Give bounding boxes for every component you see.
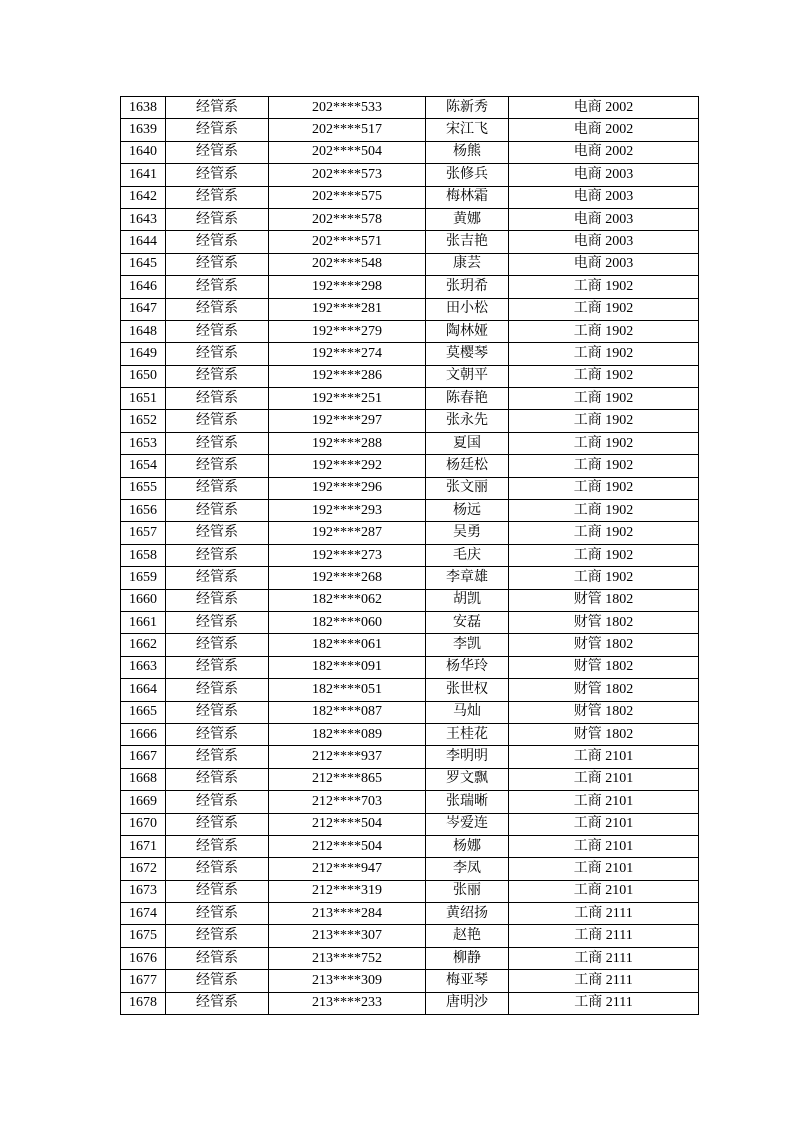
cell-index: 1647 xyxy=(121,298,166,320)
cell-student-id: 192****268 xyxy=(269,567,426,589)
table-row xyxy=(121,835,699,857)
cell-index: 1677 xyxy=(121,970,166,992)
cell-class: 工商 1902 xyxy=(509,567,699,589)
cell-name: 张瑞晰 xyxy=(426,791,509,813)
cell-index: 1639 xyxy=(121,119,166,141)
table-row xyxy=(121,880,699,902)
table-row xyxy=(121,500,699,522)
cell-student-id: 213****307 xyxy=(269,925,426,947)
cell-name: 莫樱琴 xyxy=(426,343,509,365)
table-row xyxy=(121,813,699,835)
cell-student-id: 192****296 xyxy=(269,477,426,499)
cell-student-id: 192****281 xyxy=(269,298,426,320)
cell-class: 财管 1802 xyxy=(509,656,699,678)
cell-department: 经管系 xyxy=(166,343,269,365)
cell-department: 经管系 xyxy=(166,768,269,790)
cell-index: 1662 xyxy=(121,634,166,656)
cell-student-id: 182****089 xyxy=(269,723,426,745)
cell-name: 张世权 xyxy=(426,679,509,701)
cell-department: 经管系 xyxy=(166,970,269,992)
cell-index: 1666 xyxy=(121,723,166,745)
cell-student-id: 182****060 xyxy=(269,611,426,633)
cell-student-id: 213****309 xyxy=(269,970,426,992)
cell-index: 1661 xyxy=(121,611,166,633)
cell-student-id: 212****703 xyxy=(269,791,426,813)
cell-class: 电商 2003 xyxy=(509,186,699,208)
cell-student-id: 202****533 xyxy=(269,97,426,119)
table-row xyxy=(121,947,699,969)
cell-index: 1667 xyxy=(121,746,166,768)
cell-class: 工商 1902 xyxy=(509,298,699,320)
cell-index: 1648 xyxy=(121,320,166,342)
cell-index: 1645 xyxy=(121,253,166,275)
cell-department: 经管系 xyxy=(166,276,269,298)
cell-department: 经管系 xyxy=(166,477,269,499)
cell-class: 工商 1902 xyxy=(509,432,699,454)
cell-name: 唐明沙 xyxy=(426,992,509,1014)
cell-class: 工商 2101 xyxy=(509,835,699,857)
cell-name: 李明明 xyxy=(426,746,509,768)
cell-class: 工商 2101 xyxy=(509,858,699,880)
cell-index: 1663 xyxy=(121,656,166,678)
cell-name: 李凯 xyxy=(426,634,509,656)
cell-name: 夏国 xyxy=(426,432,509,454)
cell-index: 1657 xyxy=(121,522,166,544)
cell-student-id: 212****319 xyxy=(269,880,426,902)
table-row xyxy=(121,231,699,253)
cell-student-id: 182****062 xyxy=(269,589,426,611)
table-row xyxy=(121,119,699,141)
table-row xyxy=(121,567,699,589)
cell-name: 陶林娅 xyxy=(426,320,509,342)
table-row xyxy=(121,298,699,320)
cell-name: 毛庆 xyxy=(426,544,509,566)
table-row xyxy=(121,746,699,768)
cell-index: 1669 xyxy=(121,791,166,813)
cell-class: 财管 1802 xyxy=(509,611,699,633)
cell-class: 工商 2101 xyxy=(509,813,699,835)
cell-department: 经管系 xyxy=(166,141,269,163)
cell-index: 1668 xyxy=(121,768,166,790)
cell-student-id: 202****573 xyxy=(269,164,426,186)
table-row xyxy=(121,925,699,947)
cell-department: 经管系 xyxy=(166,365,269,387)
cell-class: 财管 1802 xyxy=(509,723,699,745)
cell-department: 经管系 xyxy=(166,813,269,835)
cell-student-id: 192****293 xyxy=(269,500,426,522)
cell-student-id: 212****865 xyxy=(269,768,426,790)
cell-index: 1651 xyxy=(121,388,166,410)
cell-name: 杨华玲 xyxy=(426,656,509,678)
table-row xyxy=(121,141,699,163)
cell-class: 工商 1902 xyxy=(509,544,699,566)
cell-department: 经管系 xyxy=(166,186,269,208)
cell-department: 经管系 xyxy=(166,611,269,633)
cell-index: 1642 xyxy=(121,186,166,208)
cell-department: 经管系 xyxy=(166,455,269,477)
cell-department: 经管系 xyxy=(166,253,269,275)
cell-name: 杨熊 xyxy=(426,141,509,163)
cell-department: 经管系 xyxy=(166,522,269,544)
cell-class: 工商 1902 xyxy=(509,365,699,387)
cell-department: 经管系 xyxy=(166,208,269,230)
cell-student-id: 202****517 xyxy=(269,119,426,141)
cell-department: 经管系 xyxy=(166,388,269,410)
table-row xyxy=(121,388,699,410)
cell-department: 经管系 xyxy=(166,701,269,723)
cell-department: 经管系 xyxy=(166,320,269,342)
cell-index: 1641 xyxy=(121,164,166,186)
cell-department: 经管系 xyxy=(166,679,269,701)
cell-name: 马灿 xyxy=(426,701,509,723)
cell-department: 经管系 xyxy=(166,589,269,611)
cell-name: 张文丽 xyxy=(426,477,509,499)
cell-department: 经管系 xyxy=(166,432,269,454)
cell-department: 经管系 xyxy=(166,298,269,320)
cell-name: 王桂花 xyxy=(426,723,509,745)
cell-name: 文朝平 xyxy=(426,365,509,387)
cell-department: 经管系 xyxy=(166,746,269,768)
cell-department: 经管系 xyxy=(166,880,269,902)
cell-student-id: 182****061 xyxy=(269,634,426,656)
cell-name: 岑爱连 xyxy=(426,813,509,835)
cell-index: 1676 xyxy=(121,947,166,969)
cell-student-id: 192****288 xyxy=(269,432,426,454)
cell-student-id: 212****947 xyxy=(269,858,426,880)
cell-department: 经管系 xyxy=(166,410,269,432)
cell-student-id: 212****937 xyxy=(269,746,426,768)
cell-class: 工商 2101 xyxy=(509,791,699,813)
cell-index: 1671 xyxy=(121,835,166,857)
cell-department: 经管系 xyxy=(166,544,269,566)
cell-department: 经管系 xyxy=(166,97,269,119)
table-row xyxy=(121,276,699,298)
cell-name: 杨娜 xyxy=(426,835,509,857)
cell-index: 1658 xyxy=(121,544,166,566)
cell-index: 1665 xyxy=(121,701,166,723)
cell-student-id: 192****292 xyxy=(269,455,426,477)
table-row xyxy=(121,544,699,566)
table-row xyxy=(121,858,699,880)
cell-student-id: 192****273 xyxy=(269,544,426,566)
cell-class: 电商 2002 xyxy=(509,141,699,163)
table-row xyxy=(121,164,699,186)
cell-class: 财管 1802 xyxy=(509,701,699,723)
cell-name: 张永先 xyxy=(426,410,509,432)
cell-student-id: 202****571 xyxy=(269,231,426,253)
cell-index: 1643 xyxy=(121,208,166,230)
cell-name: 黄绍扬 xyxy=(426,903,509,925)
cell-name: 陈新秀 xyxy=(426,97,509,119)
cell-class: 工商 1902 xyxy=(509,410,699,432)
cell-index: 1655 xyxy=(121,477,166,499)
table-row xyxy=(121,656,699,678)
cell-student-id: 202****575 xyxy=(269,186,426,208)
cell-name: 李凤 xyxy=(426,858,509,880)
cell-name: 罗文飘 xyxy=(426,768,509,790)
table-row xyxy=(121,208,699,230)
cell-name: 梅林霜 xyxy=(426,186,509,208)
cell-index: 1644 xyxy=(121,231,166,253)
cell-class: 工商 1902 xyxy=(509,522,699,544)
cell-index: 1664 xyxy=(121,679,166,701)
cell-index: 1654 xyxy=(121,455,166,477)
table-row xyxy=(121,522,699,544)
cell-index: 1638 xyxy=(121,97,166,119)
cell-class: 工商 1902 xyxy=(509,477,699,499)
cell-student-id: 202****578 xyxy=(269,208,426,230)
table-row xyxy=(121,903,699,925)
cell-department: 经管系 xyxy=(166,947,269,969)
cell-index: 1656 xyxy=(121,500,166,522)
cell-class: 工商 2101 xyxy=(509,880,699,902)
cell-index: 1678 xyxy=(121,992,166,1014)
cell-department: 经管系 xyxy=(166,634,269,656)
table-row xyxy=(121,343,699,365)
table-row xyxy=(121,791,699,813)
cell-index: 1670 xyxy=(121,813,166,835)
cell-index: 1672 xyxy=(121,858,166,880)
cell-class: 工商 2111 xyxy=(509,970,699,992)
cell-name: 陈春艳 xyxy=(426,388,509,410)
cell-index: 1673 xyxy=(121,880,166,902)
cell-class: 工商 1902 xyxy=(509,388,699,410)
cell-index: 1653 xyxy=(121,432,166,454)
cell-department: 经管系 xyxy=(166,858,269,880)
table-row xyxy=(121,768,699,790)
cell-student-id: 213****752 xyxy=(269,947,426,969)
cell-student-id: 182****087 xyxy=(269,701,426,723)
cell-name: 张丽 xyxy=(426,880,509,902)
cell-class: 财管 1802 xyxy=(509,589,699,611)
cell-name: 康芸 xyxy=(426,253,509,275)
cell-class: 财管 1802 xyxy=(509,679,699,701)
cell-index: 1650 xyxy=(121,365,166,387)
cell-student-id: 182****051 xyxy=(269,679,426,701)
cell-class: 工商 1902 xyxy=(509,500,699,522)
cell-class: 工商 1902 xyxy=(509,455,699,477)
table-row xyxy=(121,320,699,342)
table-row xyxy=(121,455,699,477)
cell-name: 杨远 xyxy=(426,500,509,522)
cell-student-id: 192****287 xyxy=(269,522,426,544)
cell-class: 电商 2003 xyxy=(509,164,699,186)
cell-name: 杨廷松 xyxy=(426,455,509,477)
table-row xyxy=(121,992,699,1014)
cell-student-id: 212****504 xyxy=(269,813,426,835)
cell-student-id: 192****298 xyxy=(269,276,426,298)
cell-class: 工商 2101 xyxy=(509,746,699,768)
cell-class: 工商 2111 xyxy=(509,903,699,925)
cell-class: 工商 2111 xyxy=(509,992,699,1014)
cell-class: 工商 1902 xyxy=(509,320,699,342)
cell-index: 1660 xyxy=(121,589,166,611)
table-row xyxy=(121,410,699,432)
cell-student-id: 213****284 xyxy=(269,903,426,925)
cell-name: 宋江飞 xyxy=(426,119,509,141)
cell-index: 1674 xyxy=(121,903,166,925)
cell-student-id: 192****274 xyxy=(269,343,426,365)
cell-class: 电商 2003 xyxy=(509,253,699,275)
cell-class: 电商 2003 xyxy=(509,231,699,253)
cell-name: 张吉艳 xyxy=(426,231,509,253)
table-body xyxy=(121,97,699,1015)
table-row xyxy=(121,365,699,387)
table-row xyxy=(121,97,699,119)
cell-student-id: 192****279 xyxy=(269,320,426,342)
cell-student-id: 192****251 xyxy=(269,388,426,410)
cell-name: 胡凯 xyxy=(426,589,509,611)
cell-name: 吴勇 xyxy=(426,522,509,544)
table-row xyxy=(121,679,699,701)
cell-name: 田小松 xyxy=(426,298,509,320)
cell-name: 李章雄 xyxy=(426,567,509,589)
cell-index: 1659 xyxy=(121,567,166,589)
cell-class: 工商 1902 xyxy=(509,343,699,365)
cell-class: 工商 2111 xyxy=(509,925,699,947)
cell-department: 经管系 xyxy=(166,925,269,947)
cell-class: 电商 2002 xyxy=(509,97,699,119)
cell-index: 1646 xyxy=(121,276,166,298)
table-row xyxy=(121,701,699,723)
cell-student-id: 202****548 xyxy=(269,253,426,275)
cell-name: 黄娜 xyxy=(426,208,509,230)
cell-class: 工商 2101 xyxy=(509,768,699,790)
table-row xyxy=(121,589,699,611)
table-row xyxy=(121,477,699,499)
student-roster-table xyxy=(120,96,699,1015)
cell-name: 张玥希 xyxy=(426,276,509,298)
cell-department: 经管系 xyxy=(166,723,269,745)
table-row xyxy=(121,253,699,275)
cell-name: 安磊 xyxy=(426,611,509,633)
cell-student-id: 182****091 xyxy=(269,656,426,678)
cell-department: 经管系 xyxy=(166,656,269,678)
table-row xyxy=(121,432,699,454)
cell-department: 经管系 xyxy=(166,164,269,186)
cell-name: 柳静 xyxy=(426,947,509,969)
cell-class: 工商 2111 xyxy=(509,947,699,969)
cell-class: 电商 2003 xyxy=(509,208,699,230)
cell-class: 工商 1902 xyxy=(509,276,699,298)
cell-class: 电商 2002 xyxy=(509,119,699,141)
cell-name: 梅亚琴 xyxy=(426,970,509,992)
cell-department: 经管系 xyxy=(166,119,269,141)
cell-index: 1675 xyxy=(121,925,166,947)
cell-student-id: 192****297 xyxy=(269,410,426,432)
cell-department: 经管系 xyxy=(166,992,269,1014)
cell-student-id: 202****504 xyxy=(269,141,426,163)
cell-index: 1652 xyxy=(121,410,166,432)
table-row xyxy=(121,611,699,633)
table-row xyxy=(121,970,699,992)
cell-student-id: 213****233 xyxy=(269,992,426,1014)
cell-class: 财管 1802 xyxy=(509,634,699,656)
table-row xyxy=(121,723,699,745)
cell-department: 经管系 xyxy=(166,835,269,857)
table-row xyxy=(121,186,699,208)
cell-department: 经管系 xyxy=(166,791,269,813)
cell-department: 经管系 xyxy=(166,231,269,253)
cell-student-id: 192****286 xyxy=(269,365,426,387)
cell-department: 经管系 xyxy=(166,500,269,522)
cell-department: 经管系 xyxy=(166,903,269,925)
cell-index: 1640 xyxy=(121,141,166,163)
cell-student-id: 212****504 xyxy=(269,835,426,857)
cell-department: 经管系 xyxy=(166,567,269,589)
cell-index: 1649 xyxy=(121,343,166,365)
cell-name: 赵艳 xyxy=(426,925,509,947)
cell-name: 张修兵 xyxy=(426,164,509,186)
table-row xyxy=(121,634,699,656)
